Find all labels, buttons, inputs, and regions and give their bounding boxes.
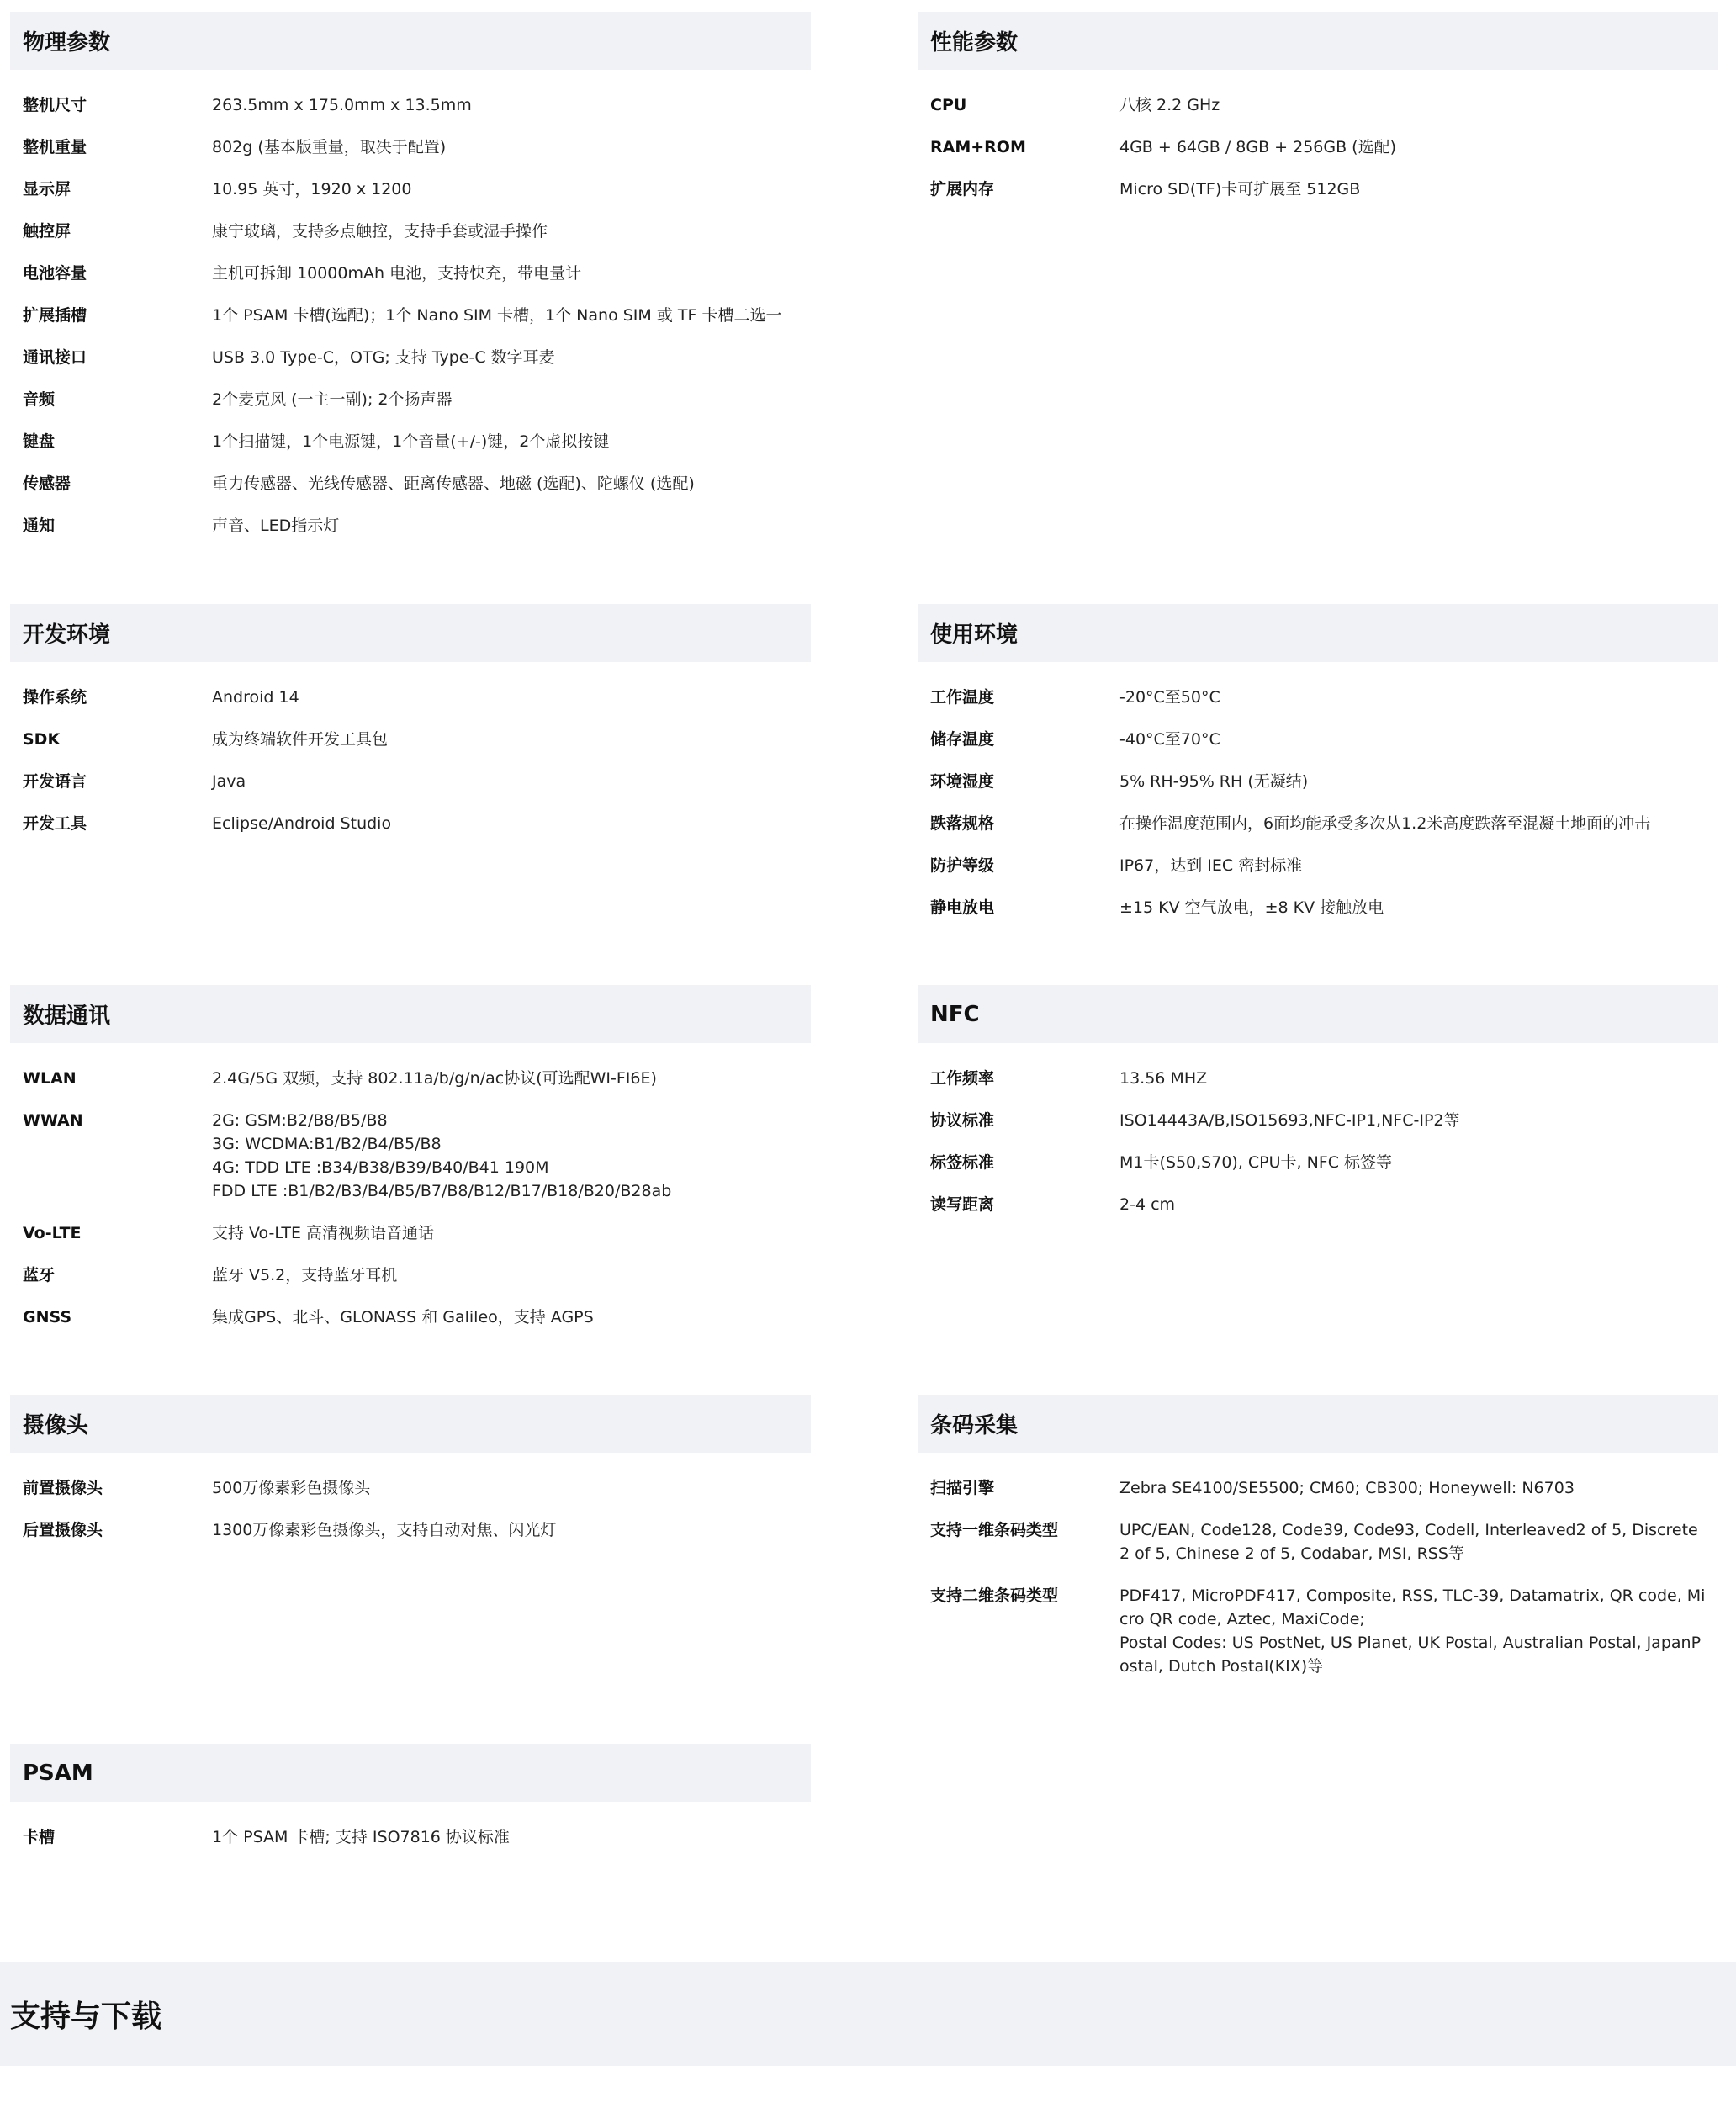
spec-value: UPC/EAN, Code128, Code39, Code93, Codell, Interleaved2 of 5, Discrete 2 of 5, Chinese 2 of 5, Codabar, MSI, RSS等 <box>1119 1521 1698 1563</box>
spec-row <box>10 220 811 243</box>
spec-list <box>918 1453 1718 1678</box>
spec-value: 1300万像素彩色摄像头，支持自动对焦、闪光灯 <box>212 1521 557 1539</box>
spec-key: 跌落规格 <box>930 814 995 833</box>
spec-row <box>10 812 811 835</box>
spec-key: 储存温度 <box>930 730 995 749</box>
spec-list <box>918 662 1718 919</box>
spec-value: 1个 PSAM 卡槽; 支持 ISO7816 协议标准 <box>212 1828 510 1846</box>
spec-value: ±15 KV 空气放电，±8 KV 接触放电 <box>1119 898 1384 917</box>
spec-key: RAM+ROM <box>930 138 1026 156</box>
spec-value: 主机可拆卸 10000mAh 电池，支持快充，带电量计 <box>212 264 582 283</box>
spec-value: USB 3.0 Type-C，OTG; 支持 Type-C 数字耳麦 <box>212 348 555 367</box>
section-camera <box>10 1395 811 1560</box>
spec-row <box>918 686 1718 709</box>
spec-value: M1卡(S50,S70), CPU卡, NFC 标签等 <box>1119 1153 1393 1172</box>
spec-value: 500万像素彩色摄像头 <box>212 1479 371 1497</box>
spec-key: 键盘 <box>23 432 56 451</box>
spec-key: 前置摄像头 <box>23 1479 103 1497</box>
spec-row <box>10 1067 811 1090</box>
spec-row <box>10 177 811 201</box>
spec-row <box>10 1109 811 1203</box>
spec-row <box>918 1193 1718 1216</box>
spec-value: 5% RH-95% RH (无凝结) <box>1119 772 1309 791</box>
spec-value: PDF417, MicroPDF417, Composite, RSS, TLC-39, Datamatrix, QR code, Micro QR code, Aztec, MaxiCode; Postal Codes: US PostNet, US Planet, UK Postal, Australian Postal, JapanPostal, Dutch Postal(KIX)等 <box>1119 1586 1706 1676</box>
section-nfc <box>918 985 1718 1235</box>
spec-row <box>10 728 811 751</box>
spec-value: 在操作温度范围内，6面均能承受多次从1.2米高度跌落至混凝土地面的冲击 <box>1119 814 1651 833</box>
spec-row <box>10 1263 811 1287</box>
spec-value: 2G: GSM:B2/B8/B5/B8 3G: WCDMA:B1/B2/B4/B5/B8 4G: TDD LTE :B34/B38/B39/B40/B41 190M FDD LTE :B1/B2/B3/B4/B5/B7/B8/B12/B17/B18/B20/B28ab <box>212 1111 672 1200</box>
support-download-heading: 支持与下载 <box>0 1962 1736 2066</box>
spec-row <box>10 770 811 793</box>
spec-row <box>918 1584 1718 1678</box>
spec-row <box>10 135 811 159</box>
spec-key: 支持二维条码类型 <box>930 1586 1059 1605</box>
spec-list <box>918 1043 1718 1216</box>
spec-list <box>10 662 811 835</box>
spec-value: 集成GPS、北斗、GLONASS 和 Galileo，支持 AGPS <box>212 1308 594 1327</box>
spec-row <box>918 770 1718 793</box>
section-title: NFC <box>918 985 1718 1043</box>
spec-row <box>10 304 811 327</box>
spec-row <box>10 262 811 285</box>
spec-value: Eclipse/Android Studio <box>212 814 392 833</box>
spec-value: 4GB + 64GB / 8GB + 256GB (选配) <box>1119 138 1396 156</box>
spec-key: 卡槽 <box>23 1828 56 1846</box>
spec-row <box>918 1476 1718 1500</box>
spec-key: 触控屏 <box>23 222 71 241</box>
spec-row <box>10 1518 811 1542</box>
spec-key: 通知 <box>23 516 56 535</box>
spec-value: 263.5mm x 175.0mm x 13.5mm <box>212 96 472 114</box>
spec-value: Micro SD(TF)卡可扩展至 512GB <box>1119 180 1361 199</box>
spec-row <box>918 177 1718 201</box>
spec-row <box>10 1221 811 1245</box>
spec-key: 传感器 <box>23 474 71 493</box>
spec-key: 扩展插槽 <box>23 306 87 325</box>
spec-row <box>918 854 1718 877</box>
spec-key: 音频 <box>23 390 56 409</box>
spec-value: -40°C至70°C <box>1119 730 1220 749</box>
spec-key: 通讯接口 <box>23 348 87 367</box>
spec-value: 声音、LED指示灯 <box>212 516 340 535</box>
spec-row <box>10 430 811 453</box>
spec-value: 重力传感器、光线传感器、距离传感器、地磁 (选配)、陀螺仪 (选配) <box>212 474 695 493</box>
spec-value: 2个麦克风 (一主一副); 2个扬声器 <box>212 390 453 409</box>
spec-row <box>918 896 1718 919</box>
spec-key: SDK <box>23 730 61 749</box>
spec-row <box>918 1518 1718 1565</box>
spec-row <box>918 812 1718 835</box>
spec-row <box>10 1306 811 1329</box>
section-title: 使用环境 <box>918 604 1718 662</box>
spec-list <box>10 70 811 538</box>
spec-value: 1个扫描键，1个电源键，1个音量(+/-)键，2个虚拟按键 <box>212 432 610 451</box>
section-dev-environment <box>10 604 811 854</box>
spec-key: 协议标准 <box>930 1111 995 1130</box>
section-psam <box>10 1744 811 1867</box>
spec-key: 扫描引擎 <box>930 1479 995 1497</box>
section-title: 条码采集 <box>918 1395 1718 1453</box>
spec-row <box>918 135 1718 159</box>
section-title: 数据通讯 <box>10 985 811 1043</box>
spec-key: 读写距离 <box>930 1195 995 1214</box>
spec-row <box>10 93 811 117</box>
spec-row <box>918 728 1718 751</box>
section-title: 摄像头 <box>10 1395 811 1453</box>
section-title: PSAM <box>10 1744 811 1802</box>
spec-key: 静电放电 <box>930 898 995 917</box>
spec-key: 整机尺寸 <box>23 96 87 114</box>
spec-row <box>918 1067 1718 1090</box>
spec-value: 康宁玻璃，支持多点触控，支持手套或湿手操作 <box>212 222 548 241</box>
spec-value: 802g (基本版重量，取决于配置) <box>212 138 447 156</box>
spec-value: 13.56 MHZ <box>1119 1069 1208 1088</box>
spec-value: 2.4G/5G 双频，支持 802.11a/b/g/n/ac协议(可选配WI-FI6E) <box>212 1069 657 1088</box>
section-physical <box>10 12 811 556</box>
section-performance <box>918 12 1718 220</box>
spec-key: 工作频率 <box>930 1069 995 1088</box>
spec-key: Vo-LTE <box>23 1224 82 1242</box>
section-title: 开发环境 <box>10 604 811 662</box>
spec-row <box>10 1825 811 1849</box>
spec-value: IP67，达到 IEC 密封标准 <box>1119 856 1303 875</box>
spec-row <box>10 1476 811 1500</box>
spec-key: 扩展内存 <box>930 180 995 199</box>
spec-key: CPU <box>930 96 967 114</box>
spec-row <box>10 514 811 538</box>
spec-value: 支持 Vo-LTE 高清视频语音通话 <box>212 1224 435 1242</box>
spec-key: 操作系统 <box>23 688 87 707</box>
spec-key: 环境湿度 <box>930 772 995 791</box>
spec-key: 工作温度 <box>930 688 995 707</box>
spec-value: 八核 2.2 GHz <box>1119 96 1220 114</box>
spec-row <box>918 1151 1718 1174</box>
spec-key: 显示屏 <box>23 180 71 199</box>
spec-value: 2-4 cm <box>1119 1195 1176 1214</box>
spec-value: 1个 PSAM 卡槽(选配)；1个 Nano SIM 卡槽，1个 Nano SIM 或 TF 卡槽二选一 <box>212 306 782 325</box>
spec-key: 防护等级 <box>930 856 995 875</box>
spec-value: Java <box>212 772 246 791</box>
spec-list <box>10 1453 811 1542</box>
spec-value: 成为终端软件开发工具包 <box>212 730 389 749</box>
spec-key: 电池容量 <box>23 264 87 283</box>
spec-value: 10.95 英寸，1920 x 1200 <box>212 180 412 199</box>
spec-value: 蓝牙 V5.2，支持蓝牙耳机 <box>212 1266 398 1284</box>
spec-row <box>10 472 811 495</box>
section-data-comm <box>10 985 811 1348</box>
spec-value: Zebra SE4100/SE5500; CM60; CB300; Honeywell: N6703 <box>1119 1479 1575 1497</box>
spec-list <box>10 1802 811 1849</box>
section-title: 性能参数 <box>918 12 1718 70</box>
spec-row <box>918 1109 1718 1132</box>
spec-row <box>918 93 1718 117</box>
spec-value: -20°C至50°C <box>1119 688 1220 707</box>
spec-key: 标签标准 <box>930 1153 995 1172</box>
spec-key: 开发语言 <box>23 772 87 791</box>
section-barcode <box>918 1395 1718 1697</box>
spec-row <box>10 686 811 709</box>
spec-list <box>918 70 1718 201</box>
spec-key: WLAN <box>23 1069 77 1088</box>
spec-value: ISO14443A/B,ISO15693,NFC-IP1,NFC-IP2等 <box>1119 1111 1460 1130</box>
section-use-environment <box>918 604 1718 938</box>
spec-key: WWAN <box>23 1111 83 1130</box>
spec-key: 后置摄像头 <box>23 1521 103 1539</box>
section-title: 物理参数 <box>10 12 811 70</box>
spec-key: 蓝牙 <box>23 1266 56 1284</box>
spec-key: 开发工具 <box>23 814 87 833</box>
spec-key: 支持一维条码类型 <box>930 1521 1059 1539</box>
spec-row <box>10 388 811 411</box>
spec-value: Android 14 <box>212 688 299 707</box>
spec-list <box>10 1043 811 1329</box>
spec-row <box>10 346 811 369</box>
spec-key: 整机重量 <box>23 138 87 156</box>
spec-key: GNSS <box>23 1308 72 1327</box>
